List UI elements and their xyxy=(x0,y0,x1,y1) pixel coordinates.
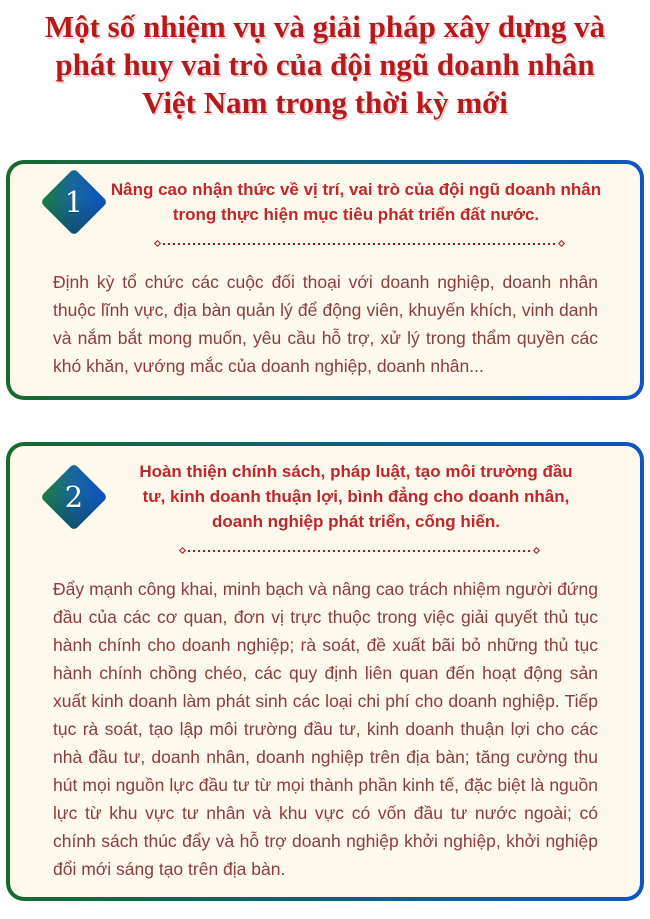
divider-dotted-line xyxy=(163,243,556,245)
section-2-header xyxy=(10,446,640,534)
divider-end-diamond-icon xyxy=(532,547,539,554)
section-1-header xyxy=(10,164,640,227)
page-title-line-3: Việt Nam trong thời kỳ mới xyxy=(142,85,508,120)
section-heading xyxy=(98,177,614,227)
divider-dotted-line xyxy=(188,550,531,552)
section-body-text: Định kỳ tổ chức các cuộc đối thoại với doanh nghiệp, doanh nhân thuộc lĩnh vực, địa bàn quản lý để động viên, khuyến khích, vinh danh và nắm bắt mong muốn, yêu cầu hỗ trợ, xử lý trong thẩm quyền các khó khăn, vướng mắc của doanh nghiệp, doanh nhân... xyxy=(53,272,598,376)
section-body-text: Đẩy mạnh công khai, minh bạch và nâng cao trách nhiệm người đứng đầu của các cơ quan, đơn vị trực thuộc trong việc giải quyết thủ tục hành chính cho doanh nghiệp; rà soát, đề xuất bãi bỏ những thủ tục hành chính chồng chéo, các quy định liên quan đến hoạt động sản xuất kinh doanh làm phát sinh các loại chi phí cho doanh nghiệp. Tiếp tục rà soát, tạo lập môi trường đầu tư, kinh doanh thuận lợi cho các nhà đầu tư, doanh nhân, doanh nghiệp trên địa bàn; tăng cường thu hút mọi nguồn lực đầu tư từ mọi thành phần kinh tế, đặc biệt là nguồn lực từ khu vực tư nhân và khu vực có vốn đầu tư nước ngoài; có chính sách thúc đẩy và hỗ trợ doanh nghiệp khởi nghiệp, khởi nghiệp đổi mới sáng tạo trên địa bàn. xyxy=(53,579,598,879)
section-heading-text: Hoàn thiện chính sách, pháp luật, tạo môi trường đầu tư, kinh doanh thuận lợi, bình đẳng cho doanh nhân, doanh nghiệp phát triển, cống hiến. xyxy=(139,462,573,531)
section-heading-text: Nâng cao nhận thức về vị trí, vai trò của đội ngũ doanh nhân trong thực hiện mục tiêu phát triển đất nước. xyxy=(110,180,602,224)
page-title-line-1: Một số nhiệm vụ và giải pháp xây dựng và xyxy=(44,9,606,44)
divider-end-diamond-icon xyxy=(178,547,185,554)
section-number: 2 xyxy=(64,478,84,513)
section-number: 1 xyxy=(64,184,84,219)
divider-end-diamond-icon xyxy=(557,240,564,247)
section-heading xyxy=(98,459,614,534)
dotted-divider xyxy=(177,548,542,553)
section-card-1 xyxy=(6,160,644,400)
page-title xyxy=(0,0,650,122)
dotted-divider xyxy=(152,241,567,246)
divider-end-diamond-icon xyxy=(153,240,160,247)
page-title-line-2: phát huy vai trò của đội ngũ doanh nhân xyxy=(55,47,595,82)
section-card-2 xyxy=(6,442,644,901)
